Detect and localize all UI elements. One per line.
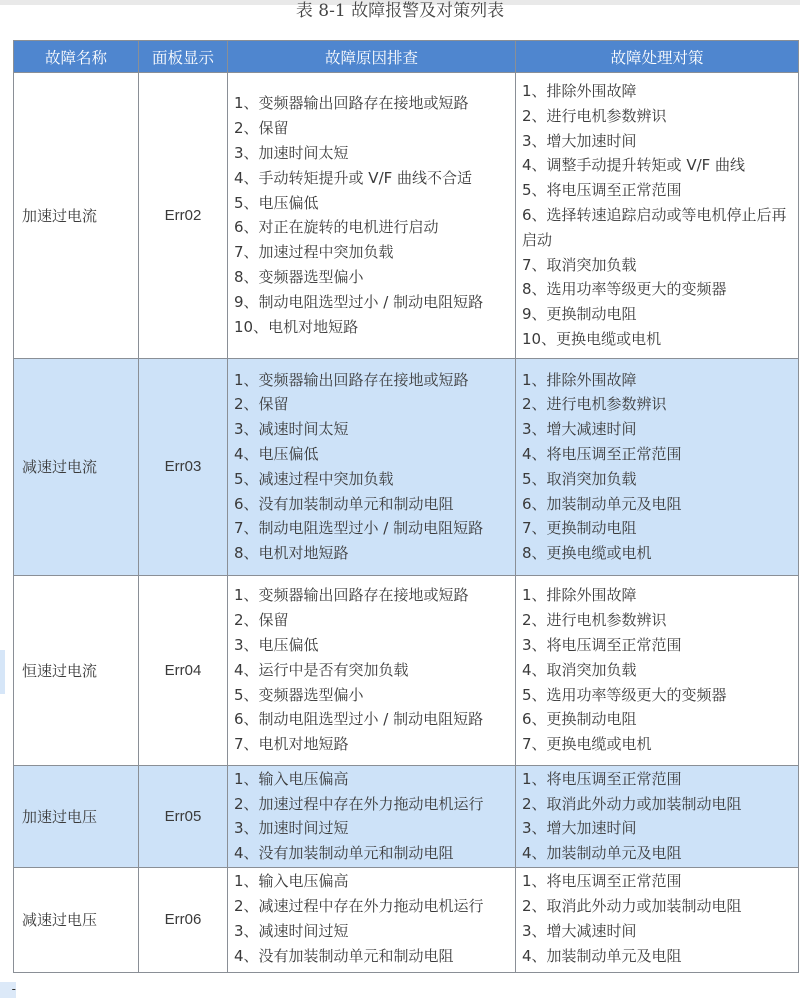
solution-item: 3、增大加速时间	[522, 819, 637, 838]
cause-item: 3、加速时间过短	[234, 819, 349, 838]
fault-name: 加速过电流	[14, 73, 139, 359]
solution-item: 4、取消突加负载	[522, 660, 637, 679]
panel-code: Err02	[139, 73, 228, 359]
cause-cell	[228, 358, 516, 575]
cause-item: 2、加速过程中存在外力拖动电机运行	[234, 794, 484, 813]
solution-item: 3、增大减速时间	[522, 921, 637, 940]
fault-table	[13, 40, 799, 973]
solution-cell	[516, 73, 799, 359]
panel-code: Err03	[139, 358, 228, 575]
cause-item: 7、加速过程中突加负载	[234, 243, 394, 262]
cause-item: 5、减速过程中突加负载	[234, 469, 394, 488]
fault-name: 恒速过电流	[14, 575, 139, 765]
solution-cell	[516, 575, 799, 765]
cause-item: 6、没有加装制动单元和制动电阻	[234, 494, 454, 513]
header-fault-name: 故障名称	[14, 41, 139, 73]
header-panel-display: 面板显示	[139, 41, 228, 73]
cause-item: 4、没有加装制动单元和制动电阻	[234, 946, 454, 965]
table-caption: 表 8-1 故障报警及对策列表	[295, 1, 505, 21]
cause-item: 2、保留	[234, 119, 289, 138]
cause-item: 4、电压偏低	[234, 444, 319, 463]
solution-cell	[516, 867, 799, 972]
solution-item: 1、将电压调至正常范围	[522, 769, 682, 788]
solution-item: 1、排除外围故障	[522, 586, 637, 605]
solution-cell	[516, 358, 799, 575]
cause-item: 2、减速过程中存在外力拖动电机运行	[234, 897, 484, 916]
solution-cell	[516, 765, 799, 867]
fault-name: 减速过电压	[14, 867, 139, 972]
panel-code: Err04	[139, 575, 228, 765]
cause-item: 7、电机对地短路	[234, 735, 349, 754]
solution-item: 1、排除外围故障	[522, 82, 637, 100]
cause-item: 3、电压偏低	[234, 636, 319, 655]
cause-item: 1、变频器输出回路存在接地或短路	[234, 94, 469, 113]
header-cause: 故障原因排查	[228, 41, 516, 73]
solution-item: 7、取消突加负载	[522, 255, 637, 274]
cause-item: 8、电机对地短路	[234, 544, 349, 563]
solution-item: 4、加装制动单元及电阻	[522, 844, 682, 863]
solution-item: 2、进行电机参数辨识	[522, 611, 667, 630]
cause-cell	[228, 575, 516, 765]
fault-name: 减速过电流	[14, 358, 139, 575]
cause-item: 2、保留	[234, 395, 289, 414]
cause-item: 4、运行中是否有突加负载	[234, 660, 409, 679]
solution-item: 1、将电压调至正常范围	[522, 872, 682, 891]
cause-item: 3、减速时间太短	[234, 420, 349, 439]
cause-item: 1、输入电压偏高	[234, 872, 349, 891]
panel-code: Err06	[139, 867, 228, 972]
cause-cell	[228, 765, 516, 867]
table-row	[14, 575, 799, 765]
solution-item: 7、更换制动电阻	[522, 519, 637, 538]
cause-cell	[228, 867, 516, 972]
solution-item: 6、选择转速追踪启动或等电机停止后再启动	[522, 205, 787, 249]
table-row	[14, 358, 799, 575]
solution-item: 7、更换电缆或电机	[522, 735, 652, 754]
solution-item: 1、排除外围故障	[522, 370, 637, 389]
cause-item: 10、电机对地短路	[234, 317, 359, 336]
cause-item: 5、电压偏低	[234, 193, 319, 212]
cause-cell	[228, 73, 516, 359]
solution-item: 9、更换制动电阻	[522, 305, 637, 324]
solution-item: 2、进行电机参数辨识	[522, 106, 667, 125]
solution-item: 2、取消此外动力或加装制动电阻	[522, 794, 742, 813]
solution-item: 3、将电压调至正常范围	[522, 636, 682, 655]
solution-item: 10、更换电缆或电机	[522, 329, 662, 348]
solution-item: 6、加装制动单元及电阻	[522, 494, 682, 513]
cause-item: 6、制动电阻选型过小 / 制动电阻短路	[234, 710, 484, 729]
cause-item: 2、保留	[234, 611, 289, 630]
table-row	[14, 867, 799, 972]
panel-code: Err05	[139, 765, 228, 867]
solution-item: 5、将电压调至正常范围	[522, 181, 682, 200]
solution-item: 4、将电压调至正常范围	[522, 444, 682, 463]
fault-name: 加速过电压	[14, 765, 139, 867]
solution-item: 5、取消突加负载	[522, 469, 637, 488]
table-row	[14, 765, 799, 867]
header-row	[14, 41, 799, 73]
cause-item: 1、输入电压偏高	[234, 769, 349, 788]
cause-item: 7、制动电阻选型过小 / 制动电阻短路	[234, 519, 484, 538]
side-highlight-marker	[0, 650, 5, 694]
cause-item: 6、对正在旋转的电机进行启动	[234, 218, 439, 237]
solution-item: 6、更换制动电阻	[522, 710, 637, 729]
page-marker: -	[0, 982, 16, 998]
cause-item: 8、变频器选型偏小	[234, 267, 364, 286]
solution-item: 3、增大加速时间	[522, 131, 637, 150]
cause-item: 3、减速时间过短	[234, 921, 349, 940]
solution-item: 8、选用功率等级更大的变频器	[522, 280, 727, 299]
solution-item: 5、选用功率等级更大的变频器	[522, 685, 727, 704]
cause-item: 9、制动电阻选型过小 / 制动电阻短路	[234, 292, 484, 311]
cause-item: 4、没有加装制动单元和制动电阻	[234, 844, 454, 863]
solution-item: 4、调整手动提升转矩或 V/F 曲线	[522, 156, 746, 175]
solution-item: 2、进行电机参数辨识	[522, 395, 667, 414]
cause-item: 1、变频器输出回路存在接地或短路	[234, 370, 469, 389]
cause-item: 1、变频器输出回路存在接地或短路	[234, 586, 469, 605]
solution-item: 8、更换电缆或电机	[522, 544, 652, 563]
table-row	[14, 73, 799, 359]
cause-item: 3、加速时间太短	[234, 143, 349, 162]
solution-item: 3、增大减速时间	[522, 420, 637, 439]
solution-item: 4、加装制动单元及电阻	[522, 946, 682, 965]
cause-item: 5、变频器选型偏小	[234, 685, 364, 704]
solution-item: 2、取消此外动力或加装制动电阻	[522, 897, 742, 916]
cause-item: 4、手动转矩提升或 V/F 曲线不合适	[234, 168, 473, 187]
header-solution: 故障处理对策	[516, 41, 799, 73]
